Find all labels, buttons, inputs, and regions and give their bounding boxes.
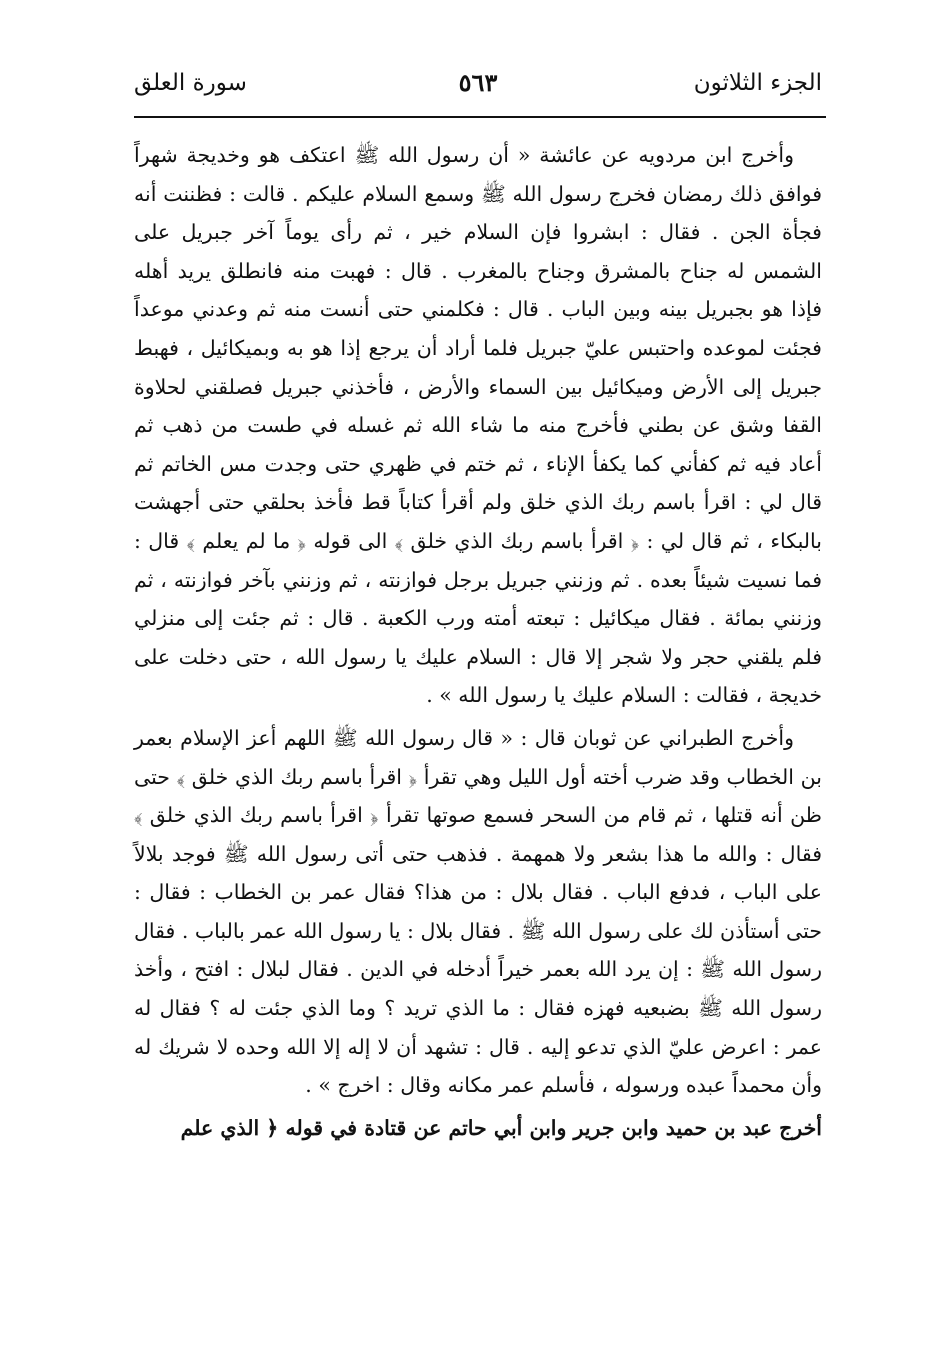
page-body — [134, 136, 822, 1151]
paragraph-ibn-mardawayh: وأخرج ابن مردويه عن عائشة « أن رسول الله ﷺ اعتكف هو وخديجة شهراً فوافق ذلك رمضان فخرج رسول الله ﷺ وسمع السلام عليكم . قالت : فظننت أنه فجأة الجن . فقال : ابشروا فإن السلام خير ، ثم رأى يوماً آخر جبريل على الشمس له جناح بالمشرق وجناح بالمغرب . قال : فهبت منه فانطلق يريد أهله فإذا هو بجبريل بينه وبين الباب . قال : فكلمني حتى أنست منه ثم وعدني موعداً فجئت لموعده واحتبس عليّ جبريل فلما أراد أن يرجع إذا هو به وبميكائيل ، فهبط جبريل إلى الأرض وميكائيل بين السماء والأرض ، فأخذني جبريل فصلقني لحلاوة القفا وشق عن بطني فأخرج منه ما شاء الله ثم غسله في طست من ذهب ثم أعاد فيه ثم كفأني كما يكفأ الإناء ، ثم ختم في ظهري حتى وجدت مس الخاتم ثم قال لي : اقرأ باسم ربك الذي خلق ولم أقرأ كتاباً قط فأخذ بحلقي حتى أجهشت بالبكاء ، ثم قال لي : ﴿ اقرأ باسم ربك الذي خلق ﴾ الى قوله ﴿ ما لم يعلم ﴾ قال : فما نسيت شيئاً بعده . ثم وزنني جبريل برجل فوازنته ، ثم وزنني بآخر فوازنته ، ثم وزنني بمائة . فقال ميكائيل : تبعته أمته ورب الكعبة . قال : ثم جئت إلى منزلي فلم يلقني حجر ولا شجر إلا قال : السلام عليك يا رسول الله ، حتى دخلت على خديجة ، فقالت : السلام عليك يا رسول الله » . — [134, 143, 822, 708]
juz-title: الجزء الثلاثون — [693, 70, 822, 96]
page-header — [134, 66, 822, 106]
page-number: ٥٦٣ — [458, 68, 498, 97]
surah-title: سورة العلق — [134, 70, 247, 96]
paragraph-qatada: أخرج عبد بن حميد وابن جرير وابن أبي حاتم عن قتادة في قوله ﴿ الذي علم — [180, 1115, 822, 1140]
header-divider — [134, 116, 826, 118]
paragraph-tabarani: وأخرج الطبراني عن ثوبان قال : « قال رسول الله ﷺ اللهم أعز الإسلام بعمر بن الخطاب وقد ضرب أخته أول الليل وهي تقرأ ﴿ اقرأ باسم ربك الذي خلق ﴾ حتى ظن أنه قتلها ، ثم قام من السحر فسمع صوتها تقرأ ﴿ اقرأ باسم ربك الذي خلق ﴾ فقال : والله ما هذا بشعر ولا همهمة . فذهب حتى أتى رسول الله ﷺ فوجد بلالاً على الباب ، فدفع الباب . فقال بلال : من هذا؟ فقال عمر بن الخطاب : فقال : حتى أستأذن لك على رسول الله ﷺ . فقال بلال : يا رسول الله عمر بالباب . فقال رسول الله ﷺ : إن يرد الله بعمر خيراً أدخله في الدين . فقال لبلال : افتح ، وأخذ رسول الله ﷺ بضبعيه فهزه فقال : ما الذي تريد ؟ وما الذي جئت له ؟ فقال له عمر : اعرض عليّ الذي تدعو إليه . قال : تشهد أن لا إله إلا الله وحده لا شريك له وأن محمداً عبده ورسوله ، فأسلم عمر مكانه وقال : اخرج » . — [134, 725, 822, 1098]
